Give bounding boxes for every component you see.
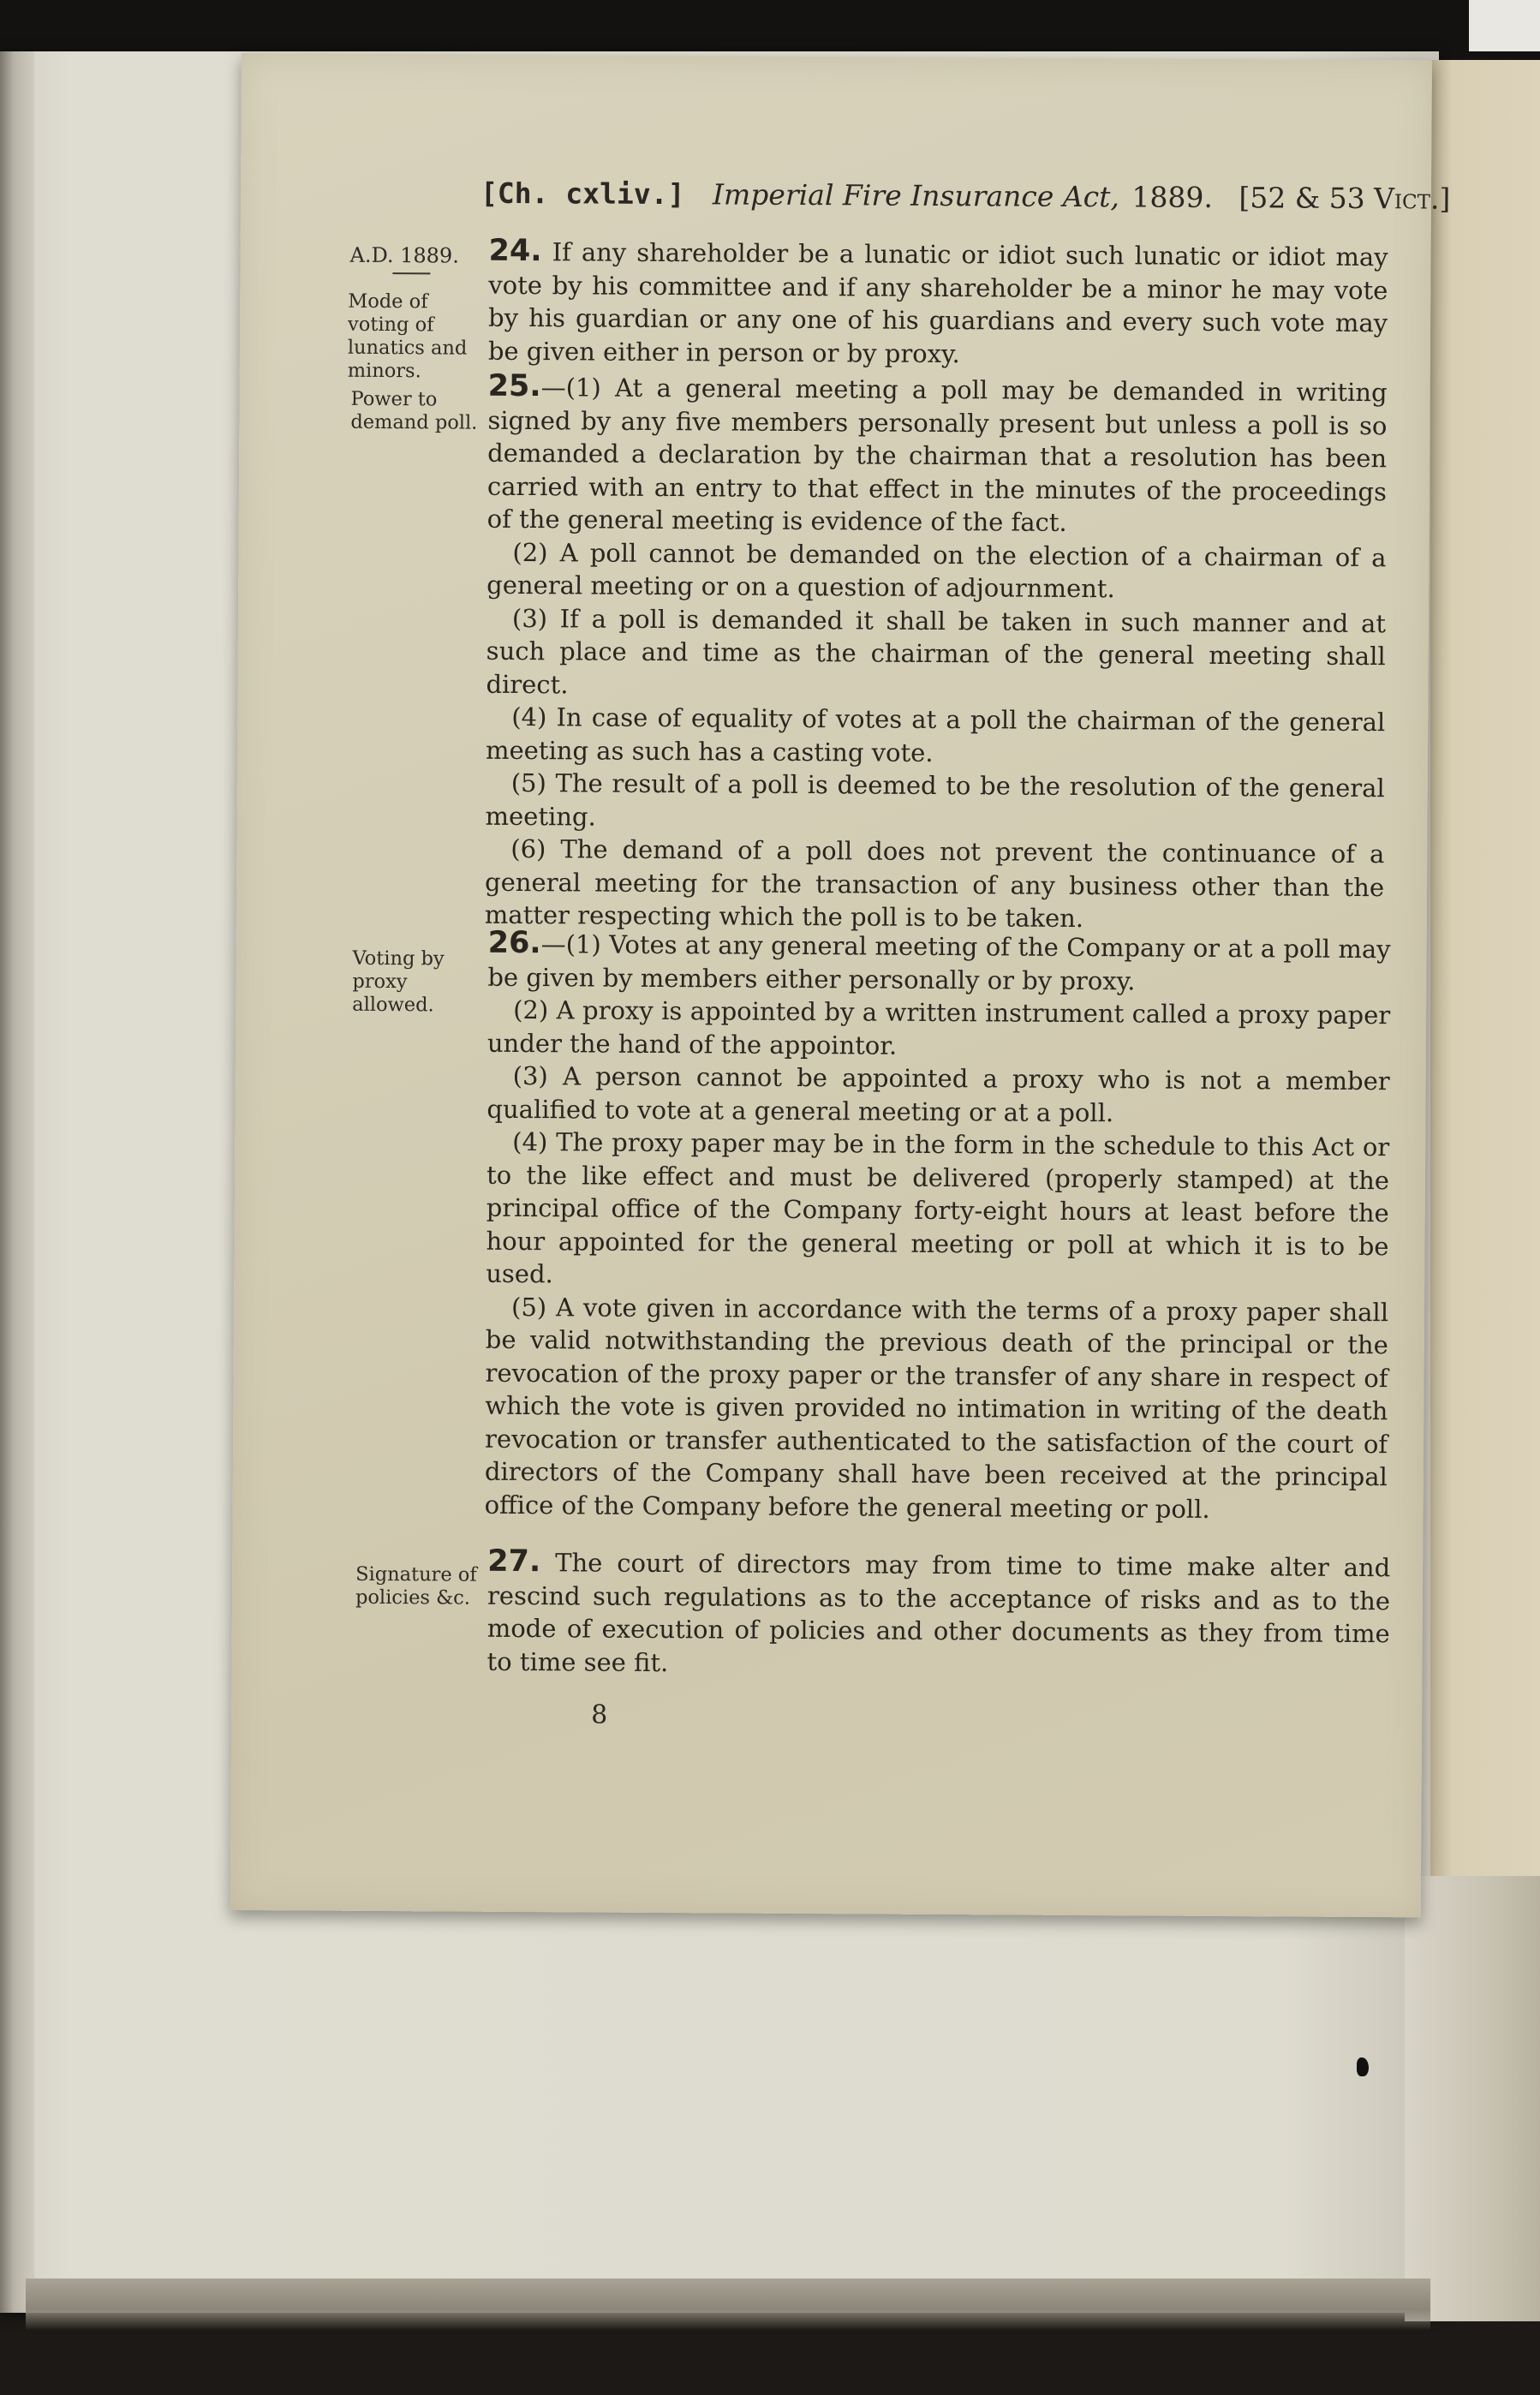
- section-paragraph: (3) If a poll is demanded it shall be taken in such manner and at such place and time as the chairman of the general meeting shall direct.: [486, 603, 1387, 699]
- margin-note-poll: Power to demand poll.: [350, 387, 478, 434]
- margin-note-proxy: Voting by proxy allowed.: [352, 947, 445, 1017]
- section-paragraph: —(1) Votes at any general meeting of the Company or at a poll may be given by members either personally or by proxy.: [487, 929, 1391, 995]
- section-25: [485, 370, 1388, 937]
- section-paragraph: (5) The result of a poll is deemed to be the resolution of the general meeting.: [485, 767, 1385, 832]
- page-number: 8: [591, 1699, 608, 1730]
- facing-page-strip: [1430, 60, 1540, 1876]
- section-text: The court of directors may from time to time make alter and rescind such regulations as to the acceptance of risks and as to the mode of execution of policies and other documents as they from time to time see fit.: [486, 1548, 1391, 1677]
- section-paragraph: (4) The proxy paper may be in the form in the schedule to this Act or to the like effect and must be delivered (properly stamped) at the principal office of the Company forty-eight hours at least before the hour appointed for the general meeting or poll at which it is to be used.: [486, 1126, 1390, 1289]
- section-number: 24.: [488, 233, 542, 269]
- regnal-year: [52 & 53 Vict.]: [1239, 181, 1451, 216]
- section-number: 25.: [487, 368, 541, 404]
- margin-note-signature: Signature of policies &c.: [355, 1562, 477, 1610]
- margin-note-ad: A.D. 1889.: [349, 244, 495, 280]
- section-24: [488, 235, 1388, 373]
- section-text: If any shareholder be a lunatic or idiot such lunatic or idiot may vote by his committee and if any shareholder be a minor he may vote by his guardian or any one of his guardians and every such vote may be given either in person or by proxy.: [487, 237, 1388, 368]
- section-26: [485, 927, 1391, 1526]
- section-paragraph: (2) A poll cannot be demanded on the election of a chairman of a general meeting or on a question of adjournment.: [486, 537, 1387, 604]
- act-year: 1889.: [1131, 180, 1214, 214]
- facing-page-strip-lower: [1405, 1876, 1540, 2321]
- section-number: 27.: [487, 1544, 541, 1580]
- section-number: 26.: [487, 925, 541, 961]
- section-paragraph: (4) In case of equality of votes at a poll the chairman of the general meeting as such has a casting vote.: [485, 702, 1386, 767]
- document-page: [230, 53, 1451, 1917]
- adjacent-paper-corner: [1469, 0, 1540, 51]
- section-paragraph: (2) A proxy is appointed by a written instrument called a proxy paper under the hand of the appointor.: [486, 994, 1391, 1060]
- bottom-page-stack: [26, 2279, 1430, 2330]
- running-head: [480, 176, 1451, 216]
- chapter-number: [Ch. cxliv.]: [480, 176, 685, 212]
- binding-hole-mark: [1357, 2058, 1369, 2076]
- section-paragraph: (6) The demand of a poll does not prevent the continuance of a general meeting for the transaction of any business other than the matter respecting which the poll is to be taken.: [484, 833, 1385, 934]
- margin-note-lunatics: Mode of voting of lunatics and minors.: [347, 290, 468, 383]
- act-title: Imperial Fire Insurance Act,: [712, 177, 1120, 214]
- section-paragraph: (5) A vote given in accordance with the terms of a proxy paper shall be valid notwithstanding the previous death of the principal or the revocation of the proxy paper or the transfer of any share in respect of which the vote is given provided no intimation in writing of the death revocation or transfer authenticated to the satisfaction of the court of directors of the Company shall have been received at the principal office of the Company before the general meeting or poll.: [484, 1292, 1389, 1524]
- margin-rule: [392, 272, 430, 274]
- section-paragraph: (3) A person cannot be appointed a proxy who is not a member qualified to vote at a general meeting or at a poll.: [486, 1060, 1390, 1127]
- left-page-edge: [0, 51, 34, 2313]
- section-paragraph: —(1) At a general meeting a poll may be demanded in writing signed by any five members personally present but unless a poll is so demanded a declaration by the chairman that a resolution has been carried with an entry to that effect in the minutes of the proceedings of the general meeting is evidence of the fact.: [486, 373, 1388, 537]
- section-27: [486, 1545, 1390, 1683]
